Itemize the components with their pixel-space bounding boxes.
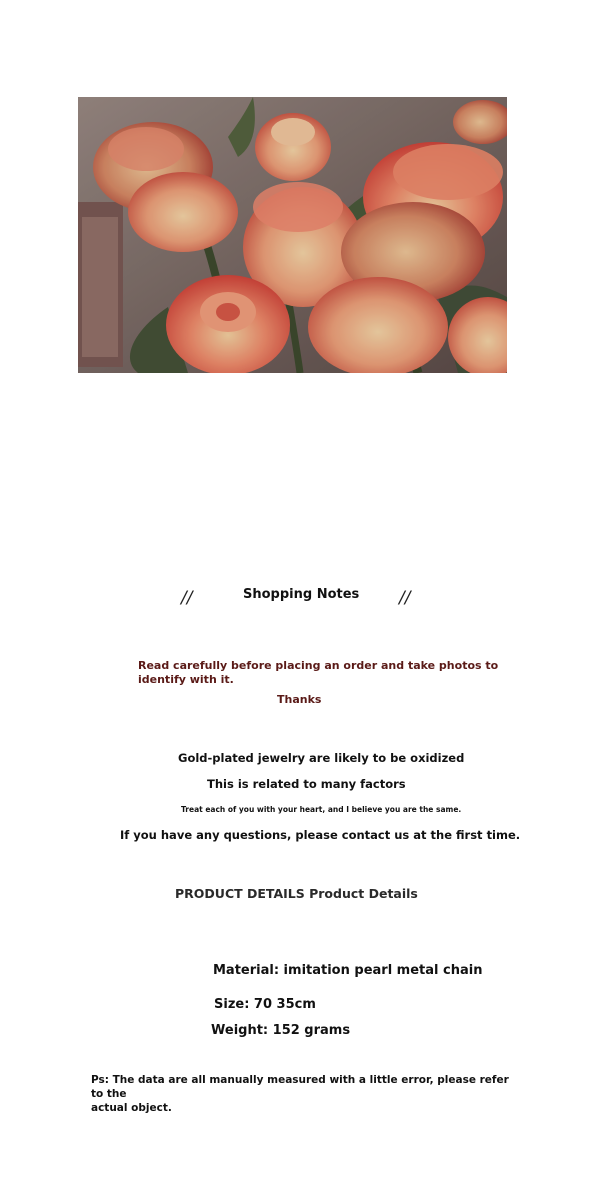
thanks-text: Thanks xyxy=(277,693,322,706)
contact-note: If you have any questions, please contact us at the first time. xyxy=(120,828,521,842)
shopping-notes-title: Shopping Notes xyxy=(243,587,360,602)
oxidized-note: Gold-plated jewelry are likely to be oxidized xyxy=(178,751,465,765)
measurement-disclaimer xyxy=(91,1073,521,1115)
product-details-heading: PRODUCT DETAILS Product Details xyxy=(175,886,418,901)
roses-illustration xyxy=(78,97,507,373)
factors-note: This is related to many factors xyxy=(207,777,406,791)
rose-photo xyxy=(78,97,507,373)
heart-note: Treat each of you with your heart, and I believe you are the same. xyxy=(181,805,462,814)
material-spec: Material: imitation pearl metal chain xyxy=(213,963,483,978)
decorative-slash-left: // xyxy=(181,588,193,608)
size-spec: Size: 70 35cm xyxy=(214,997,316,1012)
disclaimer-line2: actual object. xyxy=(91,1102,172,1114)
decorative-slash-right: // xyxy=(399,588,411,608)
order-warning-line2: identify with it. xyxy=(138,673,234,686)
weight-spec: Weight: 152 grams xyxy=(211,1023,351,1038)
order-warning-line1: Read carefully before placing an order and take photos to xyxy=(138,659,499,672)
order-warning xyxy=(138,659,498,687)
disclaimer-line1: Ps: The data are all manually measured with a little error, please refer to the xyxy=(91,1074,509,1100)
